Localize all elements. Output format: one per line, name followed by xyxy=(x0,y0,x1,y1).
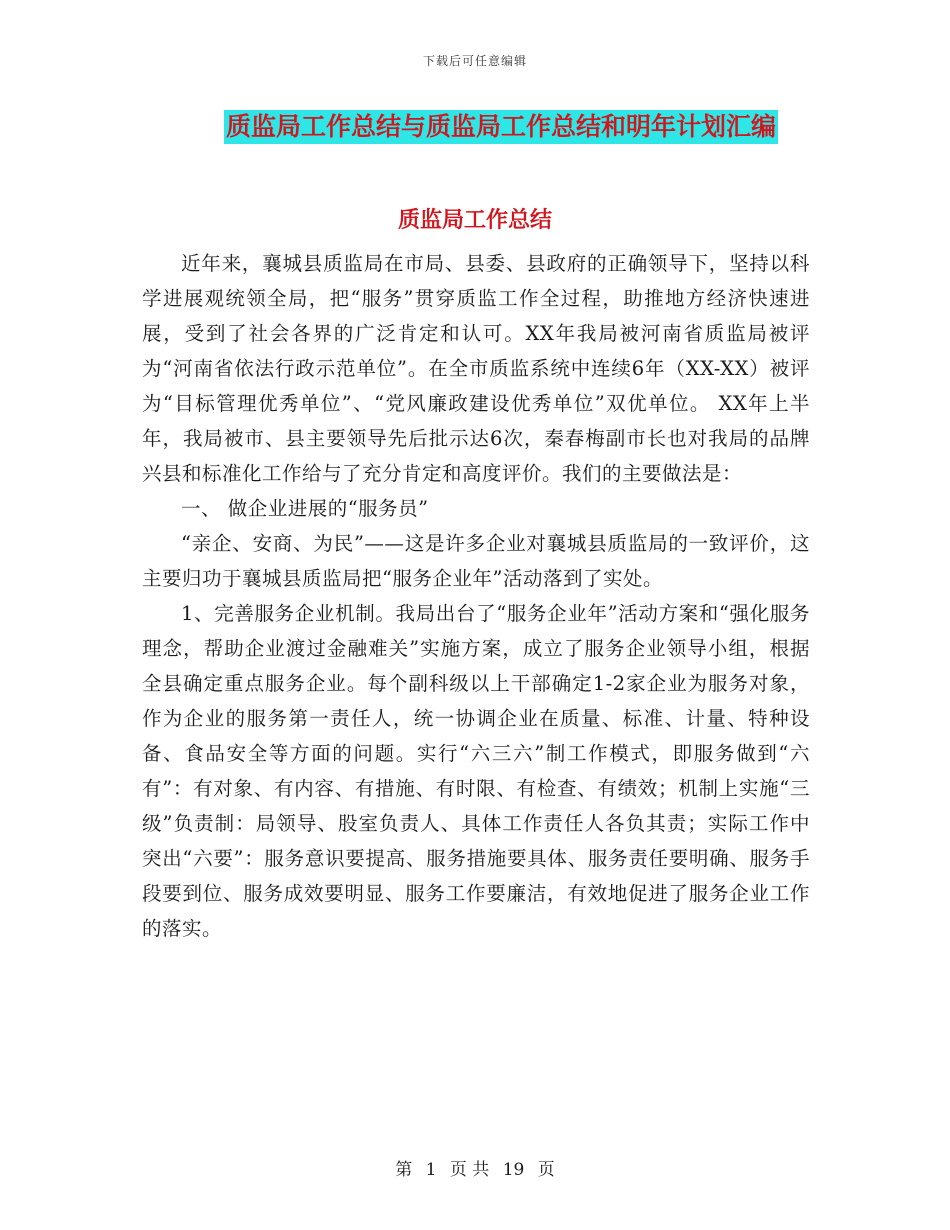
page-header-note: 下载后可任意编辑 xyxy=(422,54,527,68)
document-body xyxy=(142,246,810,946)
body-heading-one: 一、 做企业进展的“服务员” xyxy=(181,497,429,520)
page-footer xyxy=(0,1155,950,1180)
main-title-container xyxy=(0,110,950,144)
section-title: 质监局工作总结 xyxy=(397,208,552,233)
footer-middle: 页 共 xyxy=(449,1160,490,1180)
document-main-title: 质监局工作总结与质监局工作总结和明年计划汇编 xyxy=(224,110,778,144)
body-paragraph-intro: 近年来，襄城县质监局在市局、县委、县政府的正确领导下，坚持以科学进展观统领全局，把“服务”贯穿质监工作全过程，助推地方经济快速进展，受到了社会各界的广泛肯定和认可。XX年我局被河南省质监局被评为“河南省依法行政示范单位”。在全市质监系统中连续6年（XX-XX）被评为“目标管理优秀单位”、“党风廉政建设优秀单位”双优单位。 XX年上半年，我局被市、县主要领导先后批示达6次，秦春梅副市长也对我局的品牌兴县和标准化工作给与了充分肯定和高度评价。我们的主要做法是： xyxy=(142,252,810,485)
body-paragraph-evaluation: “亲企、安商、为民”——这是许多企业对襄城县质监局的一致评价，这主要归功于襄城县质监局把“服务企业年”活动落到了实处。 xyxy=(142,532,810,590)
footer-page-number: 1 xyxy=(425,1160,437,1180)
footer-suffix: 页 xyxy=(537,1160,555,1180)
body-paragraph-mechanism: 1、完善服务企业机制。我局出台了“服务企业年”活动方案和“强化服务理念，帮助企业渡过金融难关”实施方案，成立了服务企业领导小组，根据全县确定重点服务企业。每个副科级以上干部确定1-2家企业为服务对象，作为企业的服务第一责任人，统一协调企业在质量、标准、计量、特种设备、食品安全等方面的问题。实行“六三六”制工作模式，即服务做到“六有”：有对象、有内容、有措施、有时限、有检查、有绩效；机制上实施“三级”负责制：局领导、股室负责人、具体工作责任人各负其责；实际工作中突出“六要”：服务意识要提高、服务措施要具体、服务责任要明确、服务手段要到位、服务成效要明显、服务工作要廉洁，有效地促进了服务企业工作的落实。 xyxy=(142,602,810,940)
footer-prefix: 第 xyxy=(395,1160,413,1180)
footer-total-pages: 19 xyxy=(502,1160,525,1180)
